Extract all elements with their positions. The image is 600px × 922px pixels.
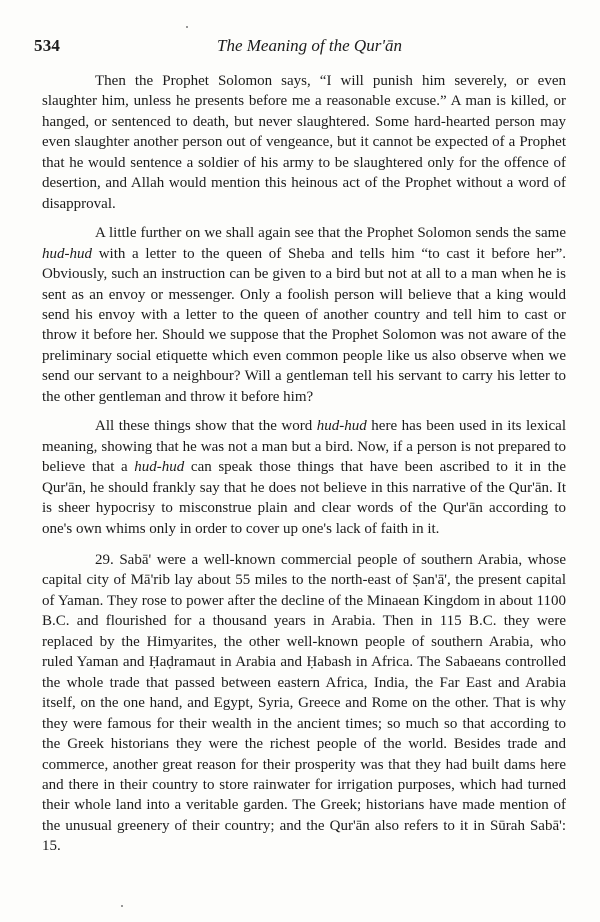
italic-term: hud-hud: [316, 418, 367, 435]
footnote-29-saba: [42, 550, 566, 857]
paragraph-lexical-meaning: [42, 416, 566, 539]
paragraph-solomon-punishment: [42, 71, 566, 214]
italic-term: hud-hud: [134, 459, 185, 476]
text-run: can speak those things that have been ascribed to it in the Qur'ān, he should frankly say that he does not believe in this narrative of the Qur'ān. It is sheer hypocrisy to misconstrue plain and clear words of the Qur'ān according to one's own whims only in order to cover up one's lack of faith in it.: [42, 459, 566, 537]
text-run: A little further on we shall again see that the Prophet Solomon sends the same: [95, 225, 566, 242]
text-run: here has been used in its lexical meaning, showing that he was not a man but a bird. Now, if a person is not prepared to believe that a: [42, 418, 566, 476]
text-run: Then the Prophet Solomon says, “I will punish him severely, or even slaughter him, unless he presents before me a reasonable excuse.” A man is killed, or hanged, or sentenced to death, but never slaughtered. Some hard-hearted person may even slaughter another person out of vengeance, but it cannot be expected of a Prophet that he would sentence a soldier of his army to be slaughtered only for the offence of desertion, and Allah would mention this heinous act of the Prophet without a word of disapproval.: [42, 73, 566, 212]
print-speck: [121, 905, 123, 907]
text-run: All these things show that the word: [95, 418, 317, 435]
page-number: 534: [34, 36, 61, 55]
italic-term: hud-hud: [42, 245, 92, 262]
body-text: [42, 71, 566, 866]
page-header: [34, 36, 568, 60]
text-run: 29. Sabā' were a well-known commercial people of southern Arabia, whose capital city of Mā'rib lay about 55 miles to the north-east of Ṣan'ā', the present capital of Yaman. They rose to power after the decline of the Minaean Kingdom in about 1100 B.C. and flourished for a thousand years in Arabia. Then in 115 B.C. they were replaced by the Himyarites, the other well-known people of southern Arabia, who ruled Yaman and Ḥaḍramaut in Arabia and Ḥabash in Africa. The Sabaeans controlled the whole trade that passed between eastern Africa, India, the Far East and Arabia itself, on the one hand, and Egypt, Syria, Greece and Rome on the other. That is why they were famous for their wealth in the ancient times; so much so that according to the Greek historians they were the richest people of the world. Besides trade and commerce, another great reason for their prosperity was that they had built dams here and there in their country to store rainwater for irrigation purposes, which had turned their whole land into a veritable garden. The Greek; historians have made mention of the unusual greenery of their country; and the Qur'ān also refers to it in Sūrah Sabā': 15.: [42, 551, 566, 855]
running-title: The Meaning of the Qur'ān: [217, 36, 402, 55]
text-run: with a letter to the queen of Sheba and tells him “to cast it before her”. Obviously, such an instruction can be given to a bird but not at all to a man when he is sent as an envoy or messenger. Only a foolish person will believe that a king would send his envoy with a letter to the queen of another country and tell him to cast or throw it before her. Should we suppose that the Prophet Solomon was not aware of the preliminary social etiquette which even common people like us also observe when we send our servant to a neighbour? Will a gentleman tell his servant to carry his letter to the other gentleman and throw it before him?: [42, 245, 566, 405]
paragraph-letter-to-sheba: [42, 223, 566, 407]
print-speck: [186, 26, 188, 28]
